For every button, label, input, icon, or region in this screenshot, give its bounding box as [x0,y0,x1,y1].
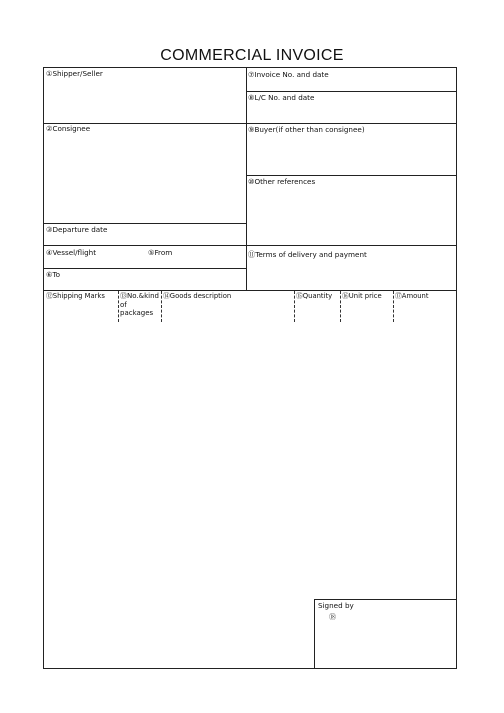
consignee-label: ②Consignee [46,124,91,133]
departure-date-label: ③Departure date [46,225,108,234]
signed-by-label: Signed by [318,601,354,610]
goods-description-header: ⑭Goods description [163,292,232,300]
packages-header: ⑬No.&kind of packages [120,292,159,317]
unit-price-header: ⑯Unit price [342,292,382,300]
divider [43,290,457,291]
amount-header: ⑰Amount [395,292,429,300]
divider [314,599,457,600]
buyer-label: ⑨Buyer(if other than consignee) [248,125,365,134]
other-references-label: ⑩Other references [248,177,316,186]
divider [43,223,246,224]
column-separator [393,291,394,322]
divider [246,67,247,291]
shipping-marks-header: ⑫Shipping Marks [46,292,105,300]
divider [314,599,315,669]
signature-mark: ⑱ [329,613,336,621]
column-separator [294,291,295,322]
divider [246,91,457,92]
divider [43,123,457,124]
divider [43,245,457,246]
from-label: ⑤From [148,248,173,257]
terms-label: ⑪Terms of delivery and payment [248,250,367,259]
invoice-no-label: ⑦Invoice No. and date [248,70,329,79]
to-label: ⑥To [46,270,61,279]
lc-no-label: ⑧L/C No. and date [248,93,315,102]
document-title: COMMERCIAL INVOICE [160,47,344,64]
divider [43,268,246,269]
shipper-label: ①Shipper/Seller [46,69,103,78]
quantity-header: ⑮Quantity [296,292,333,300]
invoice-form [43,67,457,669]
vessel-flight-label: ④Vessel/flight [46,248,97,257]
divider [246,175,457,176]
column-separator [340,291,341,322]
column-separator [118,291,119,322]
